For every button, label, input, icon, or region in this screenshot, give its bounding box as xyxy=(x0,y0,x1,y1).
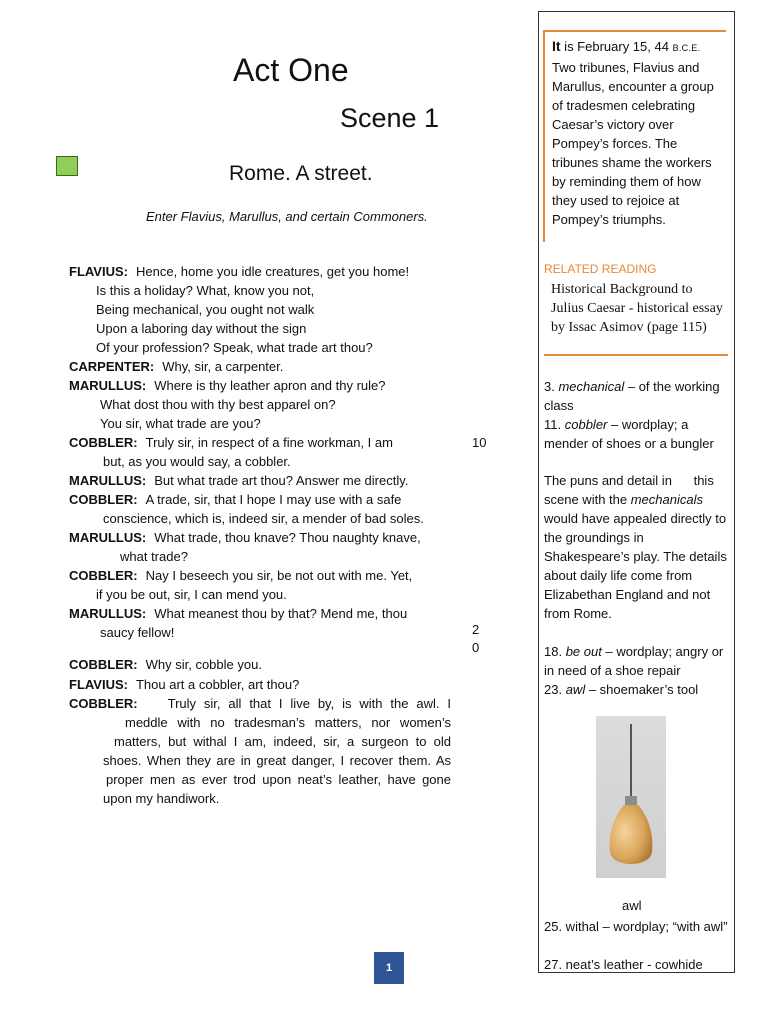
line-text: Upon a laboring day without the sign xyxy=(96,321,307,336)
note-definition: – wordplay; angry or in need of a shoe repair xyxy=(544,644,724,678)
line-text: You sir, what trade are you? xyxy=(100,416,261,431)
dialogue-line xyxy=(69,675,299,694)
note-term: mechanical xyxy=(558,379,625,394)
dialogue-line xyxy=(96,319,306,338)
puns-paragraph xyxy=(544,471,732,623)
line-text: conscience, which is, indeed sir, a mender of bad soles. xyxy=(103,511,424,526)
dialogue-line xyxy=(96,281,314,300)
line-text: but, as you would say, a cobbler. xyxy=(103,454,291,469)
dialogue-line xyxy=(100,414,261,433)
note-number: 11. xyxy=(544,417,562,432)
line-text: Nay I beseech you sir, be not out with me. Yet, xyxy=(145,568,413,583)
dialogue-line: shoes. When they are in great danger, I recover them. As xyxy=(103,753,451,768)
dialogue-line: proper men as ever trod upon neat’s leather, have gone xyxy=(106,772,451,787)
line-text: saucy fellow! xyxy=(100,625,175,640)
dialogue-line: matters, but withal I am, indeed, sir, a surgeon to old xyxy=(114,734,451,749)
paragraph-text: would have appealed directly to the groundings in Shakespeare’s play. The details about daily life come from Elizabethan England and not from Rome. xyxy=(544,492,731,621)
dialogue-line xyxy=(96,585,287,604)
line-text: Why sir, cobble you. xyxy=(145,657,262,672)
line-text: What trade, thou knave? Thou naughty knave, xyxy=(154,530,421,545)
line-text: Being mechanical, you ought not walk xyxy=(96,302,315,317)
note-term: cobbler xyxy=(564,417,608,432)
dialogue-line xyxy=(69,262,409,281)
line-text: what trade? xyxy=(120,549,188,564)
line-number: 2 xyxy=(472,622,480,637)
dialogue-line xyxy=(69,376,386,395)
dialogue-line xyxy=(69,604,407,623)
dialogue-line: meddle with no tradesman’s matters, nor women’s xyxy=(125,715,451,730)
dialogue-line xyxy=(100,395,336,414)
speaker-name: COBBLER: xyxy=(69,492,138,507)
page-number: 1 xyxy=(374,952,404,984)
note-definition: – wordplay; a mender of shoes or a bungler xyxy=(544,417,714,451)
line-text: A trade, sir, that I hope I may use with a safe xyxy=(145,492,402,507)
note-term: awl xyxy=(565,682,586,697)
dialogue-line xyxy=(69,490,401,509)
scene-title: Scene 1 xyxy=(340,103,440,133)
line-text: Hence, home you idle creatures, get you home! xyxy=(135,264,410,279)
line-text: What meanest thou by that? Mend me, thou xyxy=(154,606,408,621)
footnote xyxy=(544,642,732,699)
note-number: 18. xyxy=(544,644,563,659)
intro-era: B.C.E. xyxy=(672,43,701,53)
line-text: Why, sir, a carpenter. xyxy=(162,359,284,374)
note-number: 3. xyxy=(544,379,555,394)
awl-caption: awl xyxy=(622,898,642,913)
dialogue-line xyxy=(69,566,412,585)
speaker-name: FLAVIUS: xyxy=(69,264,128,279)
speaker-name: MARULLUS: xyxy=(69,378,147,393)
paragraph-term: mechanicals xyxy=(630,492,703,507)
line-text: Where is thy leather apron and thy rule? xyxy=(154,378,386,393)
intro-text: is February 15, 44 xyxy=(560,39,673,54)
dialogue-line xyxy=(69,357,283,376)
dialogue-line xyxy=(120,547,188,566)
speaker-name: COBBLER: xyxy=(69,657,138,672)
line-text: Truly sir, all that I live by, is with the awl. I xyxy=(167,696,451,711)
speaker-name: MARULLUS: xyxy=(69,530,147,545)
dialogue-line xyxy=(69,694,451,713)
line-text: Is this a holiday? What, know you not, xyxy=(96,283,315,298)
green-marker xyxy=(56,156,78,176)
paragraph-text: The puns and detail in this scene with the xyxy=(544,473,718,507)
dialogue-line xyxy=(103,452,291,471)
line-number: 10 xyxy=(472,435,487,450)
line-text: What dost thou with thy best apparel on? xyxy=(100,397,336,412)
dialogue-line xyxy=(100,623,174,642)
line-text: But what trade art thou? Answer me directly. xyxy=(154,473,409,488)
act-title: Act One xyxy=(233,52,349,88)
speaker-name: MARULLUS: xyxy=(69,473,147,488)
related-reading-label: RELATED READING xyxy=(544,262,657,276)
dialogue-line xyxy=(69,471,408,490)
line-text: Thou art a cobbler, art thou? xyxy=(135,677,300,692)
setting-heading: Rome. A street. xyxy=(229,162,373,185)
speaker-name: CARPENTER: xyxy=(69,359,155,374)
note-number: 23. xyxy=(544,682,563,697)
intro-text: Two tribunes, Flavius and Marullus, encounter a group of tradesmen celebrating Caesar’s victory over Pompey’s forces. The tribunes shame the workers by reminding them of how they used to rejoice at Pompey’s triumphs. xyxy=(552,60,714,227)
speaker-name: FLAVIUS: xyxy=(69,677,128,692)
speaker-name: COBBLER: xyxy=(69,435,138,450)
line-text: Truly sir, in respect of a fine workman, I am xyxy=(145,435,393,450)
line-text: Of your profession? Speak, what trade art thou? xyxy=(96,340,373,355)
dialogue-line xyxy=(69,655,262,674)
stage-direction: Enter Flavius, Marullus, and certain Commoners. xyxy=(146,209,428,224)
line-text: upon my handiwork. xyxy=(103,791,220,806)
related-reading-text: Historical Background to Julius Caesar - historical essay by Issac Asimov (page 115) xyxy=(551,282,723,335)
related-reading-box xyxy=(544,280,728,356)
dialogue-line xyxy=(96,300,314,319)
line-number: 0 xyxy=(472,640,480,655)
intro-drop-cap: It xyxy=(552,38,561,54)
awl-image xyxy=(596,716,666,878)
intro-summary-box xyxy=(543,30,726,242)
speaker-name: COBBLER: xyxy=(69,696,138,711)
footnote xyxy=(544,377,732,453)
note-term: be out xyxy=(565,644,602,659)
dialogue-line xyxy=(103,789,219,808)
footnote: 27. neat’s leather - cowhide xyxy=(544,957,703,972)
dialogue-line xyxy=(69,433,393,452)
speaker-name: MARULLUS: xyxy=(69,606,147,621)
speaker-name: COBBLER: xyxy=(69,568,138,583)
note-definition: – of the working class xyxy=(544,379,720,413)
note-definition: – shoemaker’s tool xyxy=(585,682,699,697)
dialogue-line xyxy=(69,528,421,547)
dialogue-line xyxy=(103,509,424,528)
dialogue-line xyxy=(96,338,373,357)
line-text: if you be out, sir, I can mend you. xyxy=(96,587,287,602)
footnote: 25. withal – wordplay; “with awl” xyxy=(544,919,728,934)
